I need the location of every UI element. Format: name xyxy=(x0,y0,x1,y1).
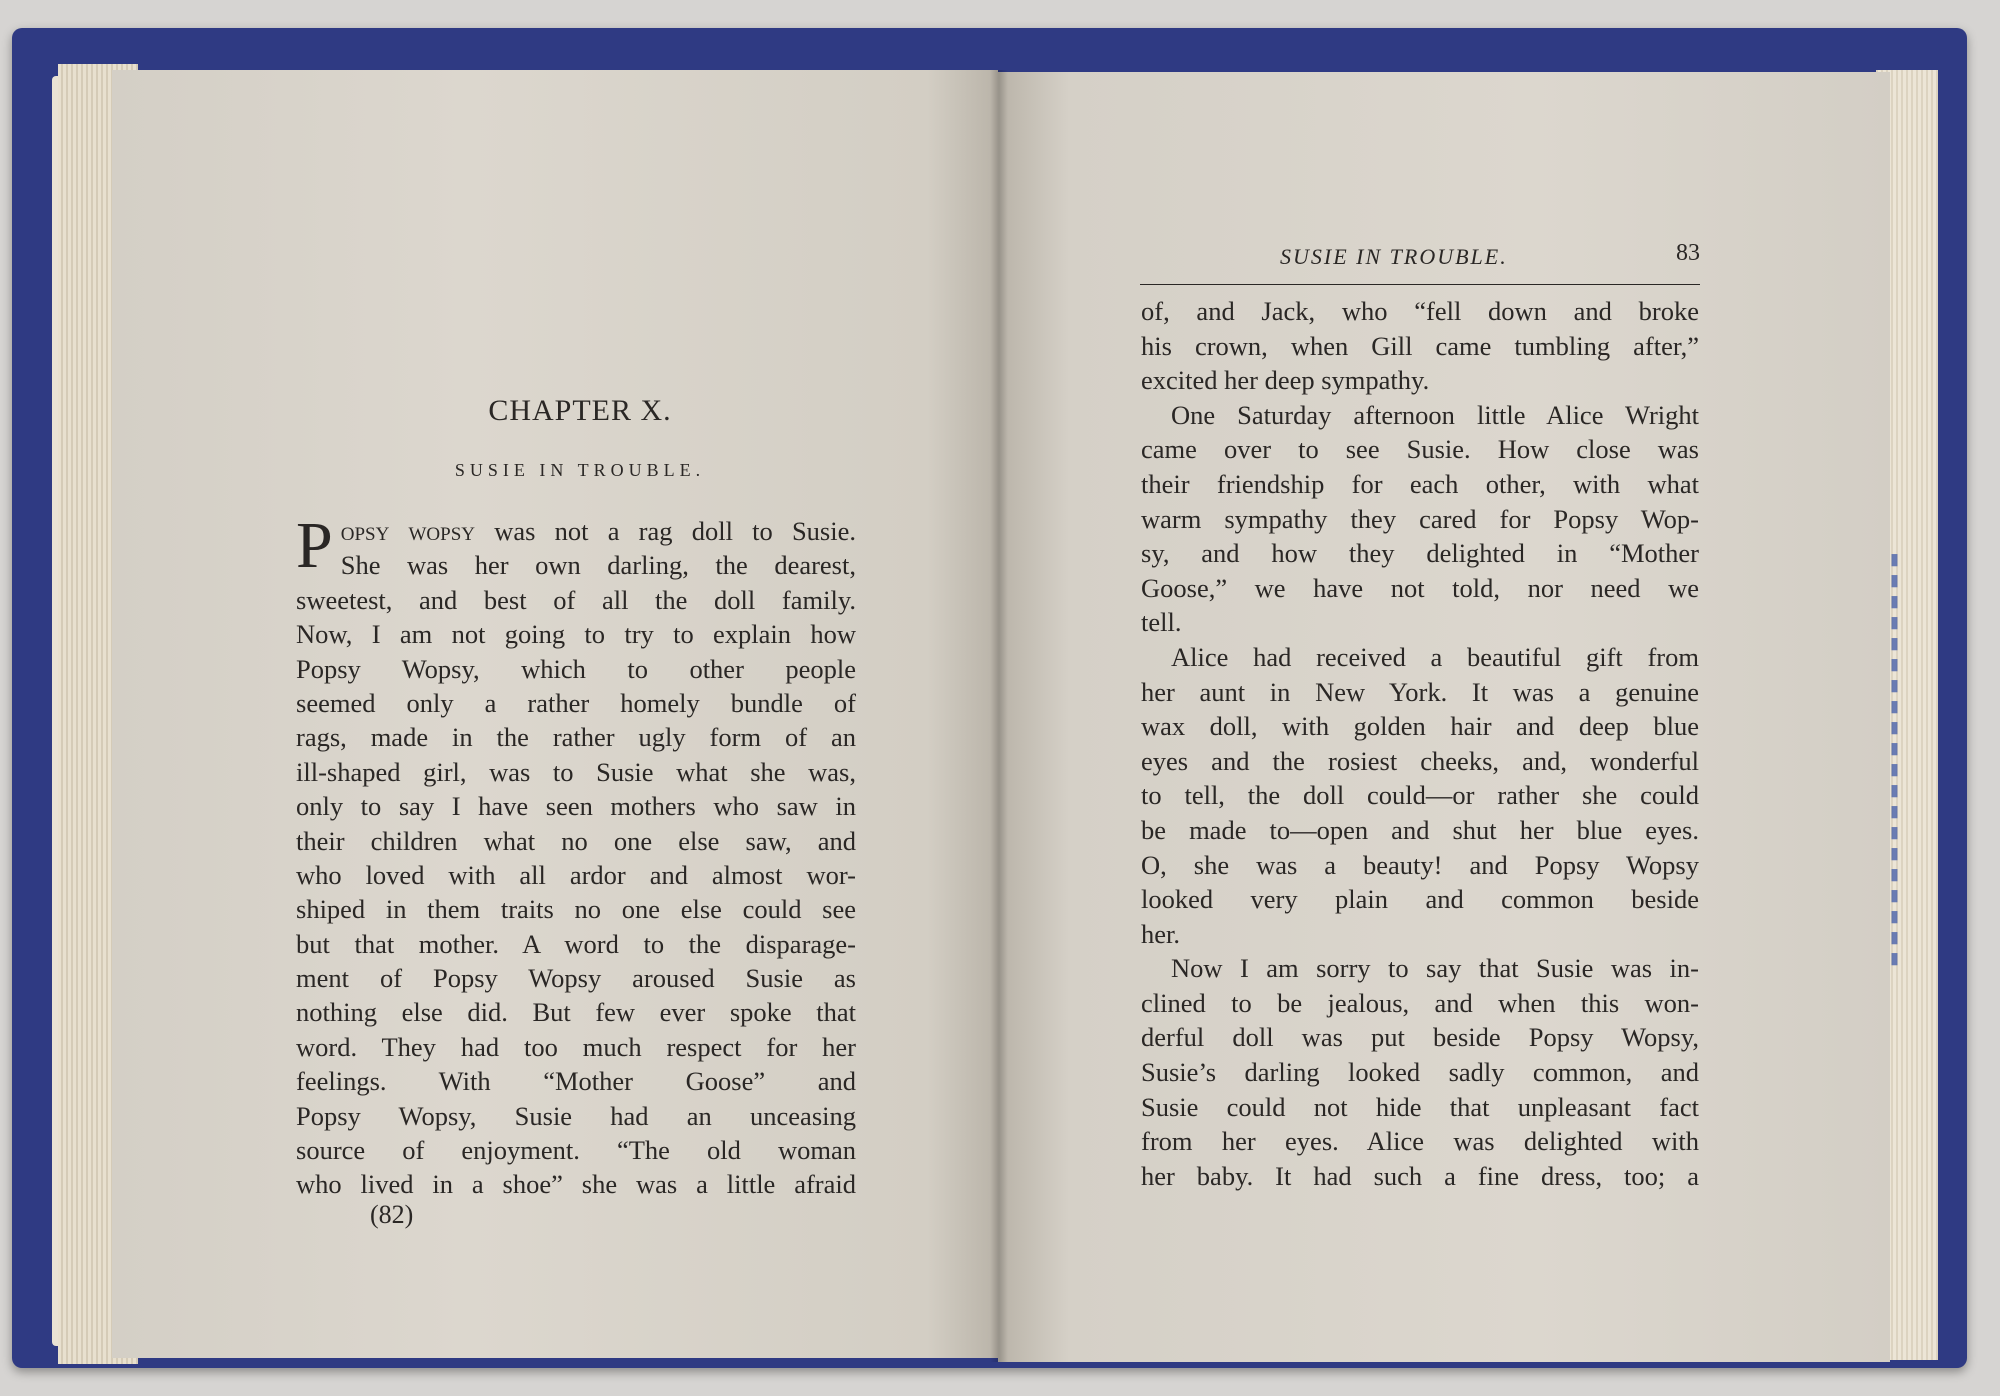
text-line: feelings. With “Mother Goose” and xyxy=(296,1066,856,1097)
text-line: Popsy Wopsy, which to other people xyxy=(296,653,856,684)
text-line: his crown, when Gill came tumbling after,” xyxy=(1141,330,1699,361)
text-line: but that mother. A word to the disparage- xyxy=(296,928,856,959)
right-text-column xyxy=(1141,294,1699,1193)
text-line: Popsy Wopsy, Susie had an unceasing xyxy=(296,1100,856,1131)
text-line: came over to see Susie. How close was xyxy=(1141,434,1699,465)
text-line: wax doll, with golden hair and deep blue xyxy=(1141,711,1699,742)
text-line: her. xyxy=(1141,918,1180,949)
text-line: clined to be jealous, and when this won- xyxy=(1141,987,1699,1018)
text-line: who lived in a shoe” she was a little afraid xyxy=(296,1169,856,1200)
text-line: One Saturday afternoon little Alice Wright xyxy=(1171,399,1699,430)
text-line: only to say I have seen mothers who saw in xyxy=(296,791,856,822)
text-line: seemed only a rather homely bundle of xyxy=(296,687,856,718)
text-line: derful doll was put beside Popsy Wopsy, xyxy=(1141,1022,1699,1053)
text-line: Alice had received a beautiful gift from xyxy=(1171,641,1699,672)
text-line: eyes and the rosiest cheeks, and, wonderful xyxy=(1141,745,1699,776)
text-line: She was her own darling, the dearest, xyxy=(340,550,856,581)
page-number-right: 83 xyxy=(1676,240,1700,266)
text-line: Susie’s darling looked sadly common, and xyxy=(1141,1057,1699,1088)
text-line: her baby. It had such a fine dress, too; a xyxy=(1141,1160,1699,1191)
text-line: ill-shaped girl, was to Susie what she was, xyxy=(296,756,856,787)
drop-cap: P xyxy=(296,509,333,582)
chapter-subtitle: SUSIE IN TROUBLE. xyxy=(454,460,706,480)
small-caps-opening: opsy wopsy xyxy=(340,516,476,546)
text-line: who loved with all ardor and almost wor- xyxy=(296,859,856,890)
text-line: O, she was a beauty! and Popsy Wopsy xyxy=(1141,849,1699,880)
text-line: sy, and how they delighted in “Mother xyxy=(1141,538,1699,569)
text-line: her aunt in New York. It was a genuine xyxy=(1141,676,1699,707)
chapter-heading: CHAPTER X. xyxy=(488,394,672,427)
text-line: warm sympathy they cared for Popsy Wop- xyxy=(1141,503,1699,534)
text-line: Goose,” we have not told, nor need we xyxy=(1141,572,1699,603)
page-number-left: (82) xyxy=(370,1200,414,1229)
text-line: tell. xyxy=(1141,607,1182,638)
text-line: rags, made in the rather ugly form of an xyxy=(296,722,856,753)
text-line: from her eyes. Alice was delighted with xyxy=(1141,1126,1699,1157)
text-line: shiped in them traits no one else could see xyxy=(296,894,856,925)
left-text-column xyxy=(296,509,856,1202)
text-line: their friendship for each other, with what xyxy=(1141,468,1699,499)
text-line: to tell, the doll could—or rather she could xyxy=(1141,780,1699,811)
text-line: be made to—open and shut her blue eyes. xyxy=(1141,814,1699,845)
library-stamp: ▮▮▮▮▮▮▮▮▮▮▮▮▮▮▮▮▮▮▮▮ xyxy=(1887,550,1904,970)
text-line: Now I am sorry to say that Susie was in- xyxy=(1171,953,1699,984)
text-line: looked very plain and common beside xyxy=(1141,884,1699,915)
text-line: Now, I am not going to try to explain how xyxy=(296,619,856,650)
text-line: source of enjoyment. “The old woman xyxy=(296,1135,856,1166)
running-title: SUSIE IN TROUBLE. xyxy=(1280,244,1508,269)
text-line: opsy wopsy was not a rag doll to Susie. xyxy=(340,516,856,546)
text-line: of, and Jack, who “fell down and broke xyxy=(1141,296,1699,326)
text-line: nothing else did. But few ever spoke that xyxy=(296,997,856,1028)
text-line: word. They had too much respect for her xyxy=(296,1031,856,1062)
text-line: ment of Popsy Wopsy aroused Susie as xyxy=(296,963,856,994)
book-gutter xyxy=(990,70,1008,1362)
running-header xyxy=(1140,240,1700,285)
text-line: their children what no one else saw, and xyxy=(296,825,856,856)
text-line: excited her deep sympathy. xyxy=(1141,365,1430,396)
text-line: sweetest, and best of all the doll family. xyxy=(296,584,856,615)
text-line: Susie could not hide that unpleasant fact xyxy=(1141,1091,1699,1122)
